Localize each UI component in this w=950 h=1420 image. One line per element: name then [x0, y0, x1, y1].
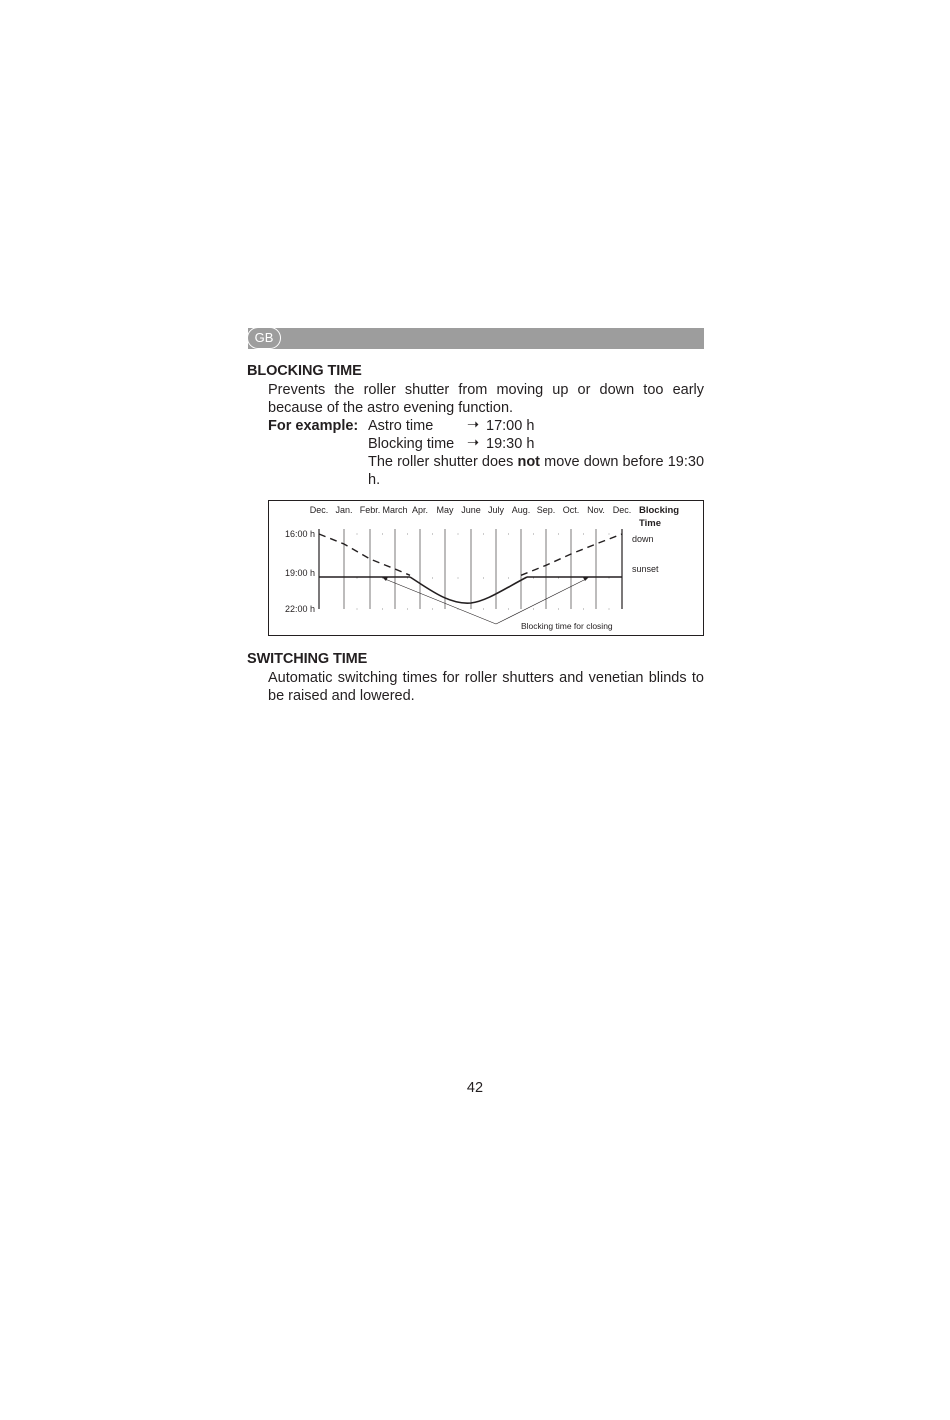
blocking-time-label: Blocking time — [368, 436, 455, 452]
time-axis-label: 22:00 h — [285, 604, 316, 614]
grid-dot — [382, 609, 383, 610]
sunset-curve-dashed-right — [521, 534, 622, 575]
note-suffix: move down before 19:30 h. — [368, 454, 705, 488]
blocking-time-value: 19:30 h — [486, 436, 535, 452]
grid-dot — [583, 534, 584, 535]
grid-dot — [483, 534, 484, 535]
month-label: Jan. — [335, 505, 353, 515]
section-header-bar — [248, 328, 704, 349]
astro-time-label: Astro time — [368, 418, 434, 434]
month-label: Febr. — [359, 505, 381, 515]
grid-dot — [508, 609, 509, 610]
grid-dot — [558, 609, 559, 610]
annotation-arrow-left-icon — [382, 577, 388, 581]
legend-sunset: sunset — [632, 564, 659, 574]
grid-dot — [458, 534, 459, 535]
grid-dot — [558, 534, 559, 535]
month-label: Oct. — [562, 505, 580, 515]
month-label: Dec. — [309, 505, 329, 515]
grid-dot — [432, 578, 433, 579]
grid-dot — [483, 578, 484, 579]
month-label: Aug. — [511, 505, 531, 515]
sunset-curve-dashed-left — [319, 534, 410, 575]
legend-down: down — [632, 534, 654, 544]
grid-dot — [609, 609, 610, 610]
month-label: Apr. — [411, 505, 429, 515]
grid-dot — [583, 609, 584, 610]
switching-time-description: Automatic switching times for roller shutters and venetian blinds to be raised and lowered. — [268, 670, 704, 704]
grid-dot — [382, 534, 383, 535]
grid-dot — [508, 534, 509, 535]
grid-dot — [357, 609, 358, 610]
annotation-label: Blocking time for closing — [521, 621, 613, 631]
grid-dot — [508, 578, 509, 579]
grid-dot — [609, 534, 610, 535]
grid-dot — [533, 609, 534, 610]
legend-title-line1: Blocking — [639, 505, 680, 516]
time-axis-label: 19:00 h — [285, 568, 316, 578]
note-prefix: The roller shutter does — [368, 454, 514, 470]
annotation-arrow-right-icon — [583, 577, 589, 581]
grid-dot — [483, 609, 484, 610]
blocking-time-description: Prevents the roller shutter from moving up or down too early because of the astro evening function. — [268, 382, 704, 416]
chart-canvas — [269, 501, 705, 637]
month-label: March — [382, 505, 408, 515]
month-label: May — [436, 505, 454, 515]
month-label: Dec. — [612, 505, 632, 515]
blocking-time-chart — [268, 500, 704, 636]
month-label: June — [461, 505, 481, 515]
grid-dot — [458, 578, 459, 579]
example-label: For example: — [268, 418, 359, 434]
grid-dot — [357, 534, 358, 535]
language-badge: GB — [247, 327, 281, 349]
sunset-curve-solid — [410, 577, 527, 603]
switching-time-heading: SWITCHING TIME — [247, 651, 368, 667]
astro-time-value: 17:00 h — [486, 418, 535, 434]
blocking-time-arrow-icon: ➝ — [467, 435, 480, 451]
note-emphasis: not — [517, 454, 541, 470]
astro-time-arrow-icon: ➝ — [467, 417, 480, 433]
blocking-time-heading: BLOCKING TIME — [247, 363, 362, 379]
page-number: 42 — [466, 1080, 484, 1096]
grid-dot — [407, 534, 408, 535]
time-axis-label: 16:00 h — [285, 529, 316, 539]
grid-dot — [432, 534, 433, 535]
blocking-note — [368, 453, 704, 489]
grid-dot — [407, 609, 408, 610]
grid-dot — [533, 534, 534, 535]
grid-dot — [432, 609, 433, 610]
month-label: Sep. — [536, 505, 556, 515]
month-label: Nov. — [587, 505, 605, 515]
month-label: July — [487, 505, 505, 515]
legend-title-line2: Time — [639, 518, 662, 529]
